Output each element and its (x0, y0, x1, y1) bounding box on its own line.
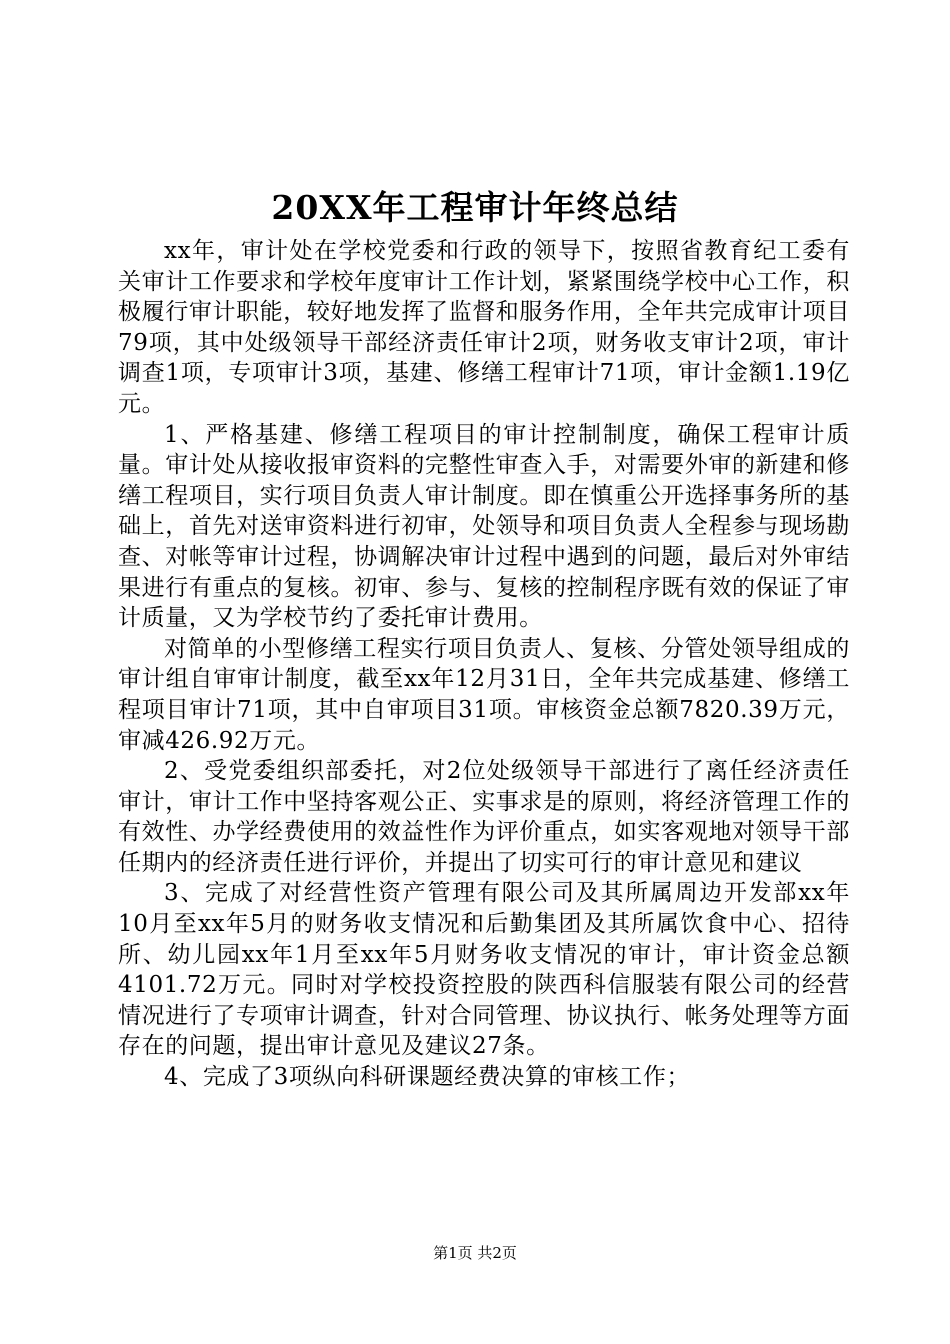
paragraph-item-2: 2、受党委组织部委托，对2位处级领导干部进行了离任经济责任审计，审计工作中坚持客观公正、实事求是的原则，将经济管理工作的有效性、办学经费使用的效益性作为评价重点，如实客观地对领导干部任期内的经济责任进行评价，并提出了切实可行的审计意见和建议 (118, 758, 850, 876)
document-body (118, 236, 850, 1093)
paragraph-item-1-detail: 对简单的小型修缮工程实行项目负责人、复核、分管处领导组成的审计组自审审计制度，截至xx年12月31日，全年共完成基建、修缮工程项目审计71项，其中自审项目31项。审核资金总额7820.39万元，审减426.92万元。 (118, 635, 850, 754)
paragraph-item-1: 1、严格基建、修缮工程项目的审计控制制度，确保工程审计质量。审计处从接收报审资料的完整性审查入手，对需要外审的新建和修缮工程项目，实行项目负责人审计制度。即在慎重公开选择事务所的基础上，首先对送审资料进行初审，处领导和项目负责人全程参与现场勘查、对帐等审计过程，协调解决审计过程中遇到的问题，最后对外审结果进行有重点的复核。初审、参与、复核的控制程序既有效的保证了审计质量，又为学校节约了委托审计费用。 (118, 421, 850, 632)
page-number-footer: 第1页 共2页 (433, 1244, 517, 1262)
paragraph-intro: xx年，审计处在学校党委和行政的领导下，按照省教育纪工委有关审计工作要求和学校年度审计工作计划，紧紧围绕学校中心工作，积极履行审计职能，较好地发挥了监督和服务作用，全年共完成审计项目79项，其中处级领导干部经济责任审计2项，财务收支审计2项，审计调查1项，专项审计3项，基建、修缮工程审计71项，审计金额1.19亿元。 (118, 238, 850, 417)
document-title: 20XX年工程审计年终总结 (271, 188, 679, 227)
paragraph-item-3: 3、完成了对经营性资产管理有限公司及其所属周边开发部xx年10月至xx年5月的财务收支情况和后勤集团及其所属饮食中心、招待所、幼儿园xx年1月至xx年5月财务收支情况的审计，审计资金总额4101.72万元。同时对学校投资控股的陕西科信服装有限公司的经营情况进行了专项审计调查，针对合同管理、协议执行、帐务处理等方面存在的问题，提出审计意见及建议27条。 (118, 880, 850, 1060)
paragraph-item-4: 4、完成了3项纵向科研课题经费决算的审核工作； (164, 1064, 691, 1091)
